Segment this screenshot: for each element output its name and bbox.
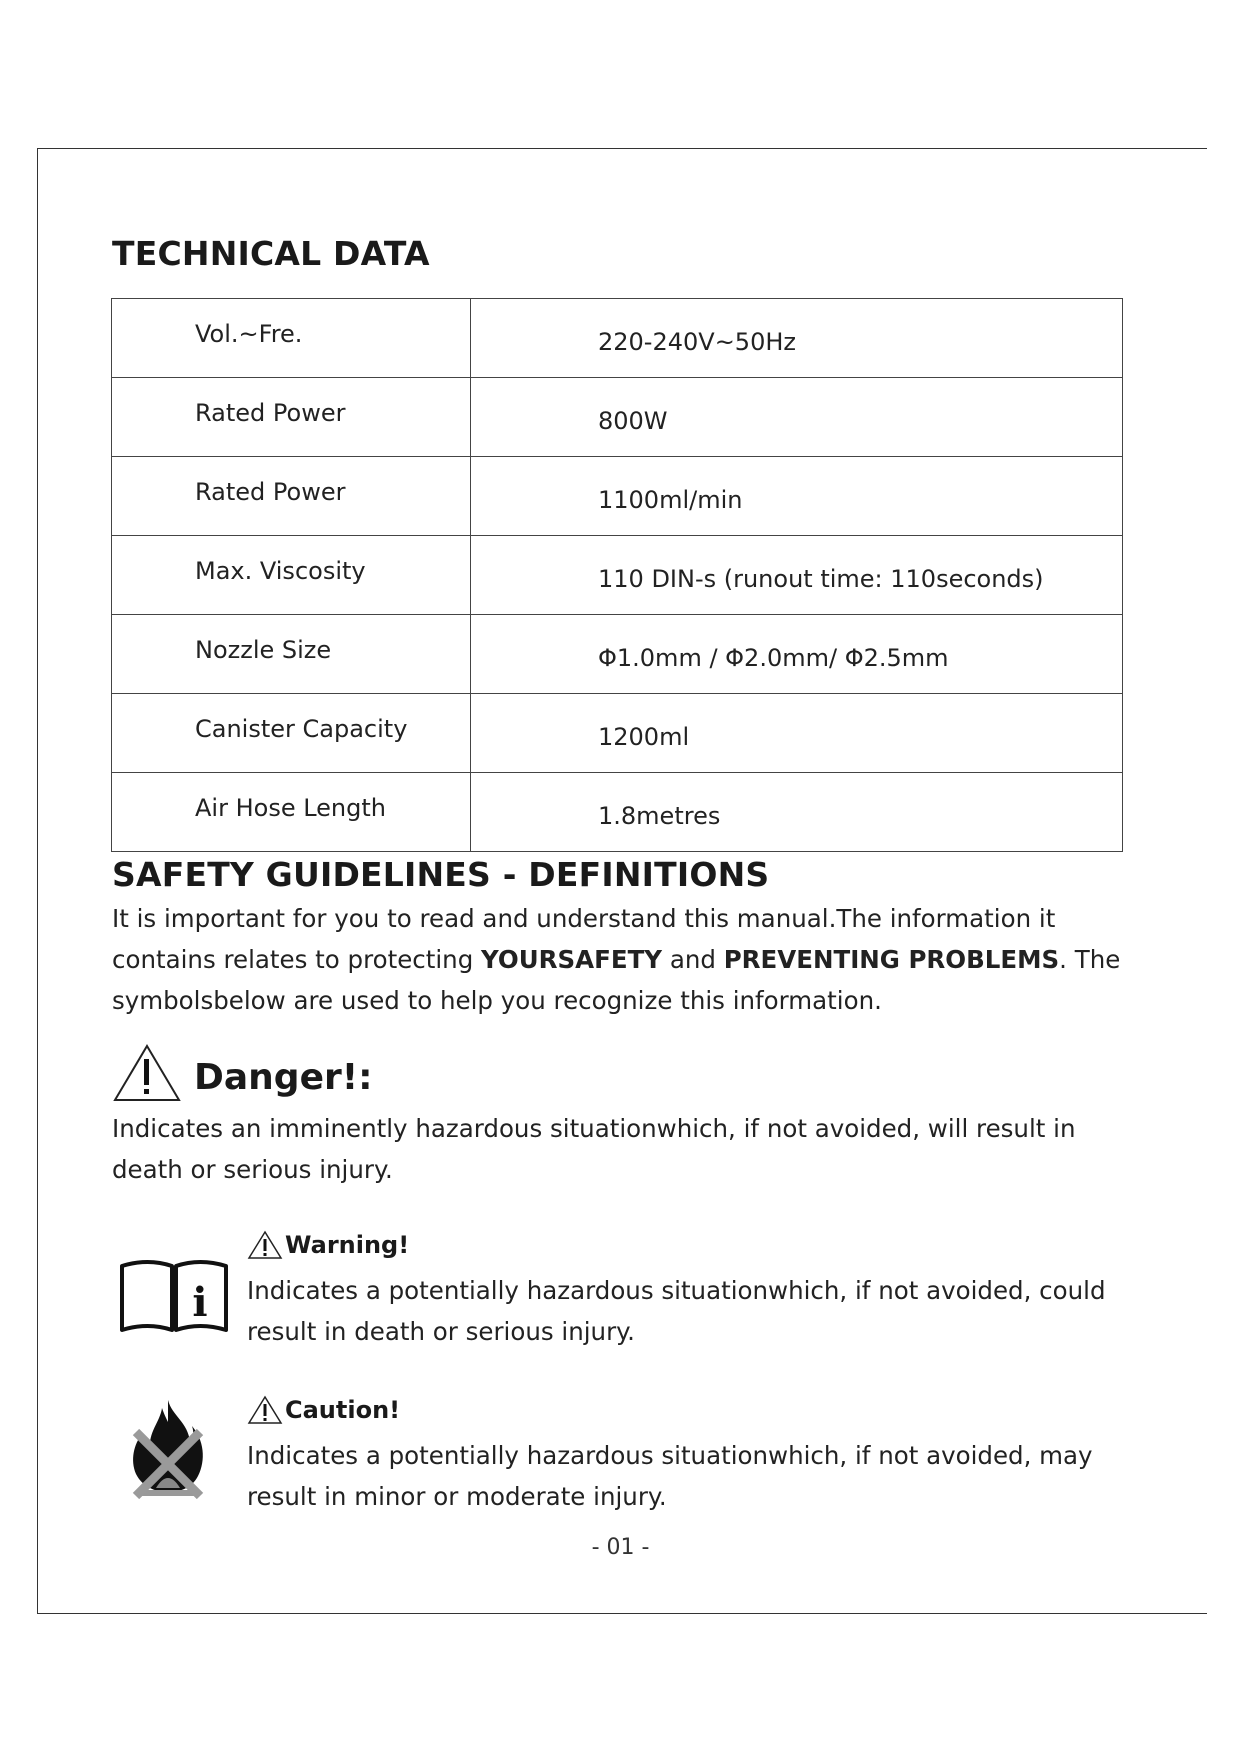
table-row xyxy=(112,615,1123,694)
table-row xyxy=(112,694,1123,773)
warning-triangle-icon xyxy=(112,1043,182,1103)
no-open-flame-icon xyxy=(128,1398,208,1500)
spec-value: Φ1.0mm / Φ2.0mm/ Φ2.5mm xyxy=(471,615,1123,694)
spec-label: Rated Power xyxy=(112,378,471,457)
read-manual-icon xyxy=(118,1252,230,1334)
spec-label: Air Hose Length xyxy=(112,773,471,852)
page-frame-bottom xyxy=(37,1613,1207,1614)
warning-triangle-icon xyxy=(247,1395,283,1425)
technical-data-title: TECHNICAL DATA xyxy=(112,234,430,273)
page-frame-left xyxy=(37,148,38,1613)
spec-label: Vol.~Fre. xyxy=(112,299,471,378)
spec-value: 110 DIN-s (runout time: 110seconds) xyxy=(471,536,1123,615)
caution-heading xyxy=(247,1395,400,1425)
spec-value: 1100ml/min xyxy=(471,457,1123,536)
your-safety-emphasis: YOURSAFETY xyxy=(481,945,663,974)
caution-label: Caution! xyxy=(285,1396,401,1424)
safety-intro-paragraph: It is important for you to read and understand this manual.The information it contains relates to protecting YOURSAFETY and PREVENTING PROBLEMS. The symbolsbelow are used to help you recognize this information. xyxy=(112,904,1121,1015)
table-row xyxy=(112,299,1123,378)
danger-description: Indicates an imminently hazardous situationwhich, if not avoided, will result in death or serious injury. xyxy=(112,1114,1076,1184)
spec-value: 1.8metres xyxy=(471,773,1123,852)
warning-label: Warning! xyxy=(285,1231,410,1259)
technical-data-table xyxy=(111,298,1123,852)
warning-heading xyxy=(247,1230,409,1260)
danger-label: Danger!: xyxy=(194,1056,373,1098)
spec-value: 1200ml xyxy=(471,694,1123,773)
table-row xyxy=(112,378,1123,457)
spec-label: Max. Viscosity xyxy=(112,536,471,615)
warning-triangle-icon xyxy=(247,1230,283,1260)
caution-description: Indicates a potentially hazardous situationwhich, if not avoided, may result in minor or moderate injury. xyxy=(247,1441,1093,1511)
page-number: - 01 - xyxy=(591,1535,650,1560)
spec-label: Canister Capacity xyxy=(112,694,471,773)
spec-value: 800W xyxy=(471,378,1123,457)
spec-label: Rated Power xyxy=(112,457,471,536)
spec-value: 220-240V~50Hz xyxy=(471,299,1123,378)
spec-label: Nozzle Size xyxy=(112,615,471,694)
warning-description: Indicates a potentially hazardous situationwhich, if not avoided, could result in death or serious injury. xyxy=(247,1276,1106,1346)
page-frame-top xyxy=(37,148,1207,149)
table-row xyxy=(112,536,1123,615)
svg-text:i: i xyxy=(192,1279,208,1326)
preventing-problems-emphasis: PREVENTING PROBLEMS xyxy=(723,945,1060,974)
table-row xyxy=(112,773,1123,852)
table-row xyxy=(112,457,1123,536)
safety-guidelines-title: SAFETY GUIDELINES - DEFINITIONS xyxy=(112,855,770,894)
danger-heading xyxy=(112,1043,373,1103)
